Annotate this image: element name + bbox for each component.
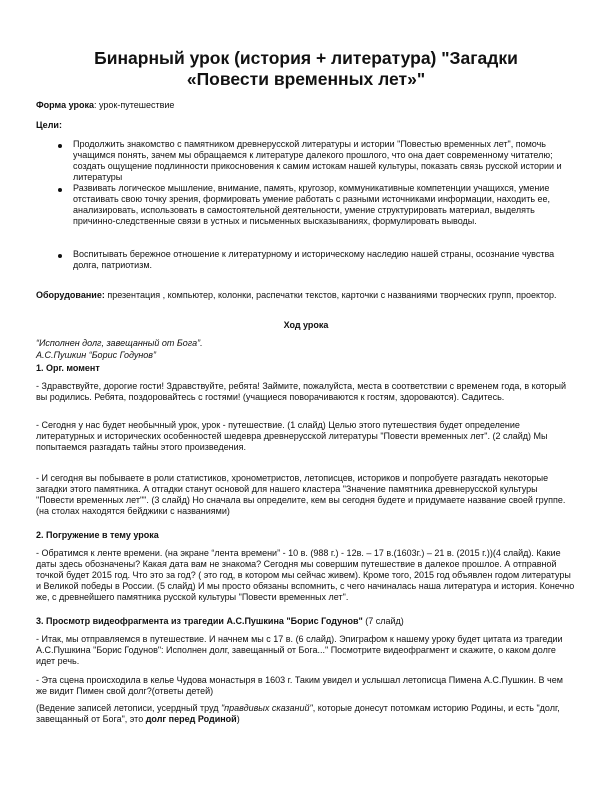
- goal-item-1: Продолжить знакомство с памятником древнерусской литературы и истории "Повестью временных лет", помочь учащимся понять, зачем мы обращаемся к литературе далекого прошлого, что она дает современному читателю; создать ощущение подлинности прикосновения к самим истокам нашей культуры, показать связь русской истории и литературы: [73, 139, 562, 182]
- lesson-form: [36, 100, 576, 111]
- section-3-paragraph-2: - Эта сцена происходила в келье Чудова монастыря в 1603 г. Таким увидел и услышал летописца Пимена А.С.Пушкин. В чем же видит Пимен свой долг?(ответы детей): [36, 675, 563, 696]
- section-1-paragraph-2: - Сегодня у нас будет необычный урок, урок - путешествие. (1 слайд) Целью этого путешествия будет определение литературных и исторических особенностей шедевра древнерусской литературы "Повести временных лет". (2 слайд) Мы попытаемся разгадать тайны этого произведения.: [36, 420, 548, 452]
- bullet-icon: [58, 254, 62, 258]
- title-line-1: Бинарный урок (история + литература) "Загадки: [94, 48, 518, 68]
- section-3-heading-suffix: (7 слайд): [362, 616, 404, 626]
- page-title: [40, 48, 572, 90]
- title-line-2: «Повести временных лет»": [186, 69, 426, 89]
- equipment: [36, 290, 576, 301]
- equipment-label: Оборудование:: [36, 290, 105, 300]
- goal-item-3: Воспитывать бережное отношение к литературному и историческому наследию нашей страны, осознание чувства долга, патриотизм.: [73, 249, 555, 270]
- section-2-paragraph-1: - Обратимся к ленте времени. (на экране “лента времени” - 10 в. (988 г.) - 12в. – 17 в.(1603г.) – 21 в. (2015 г.))(4 слайд). Какие даты здесь обозначены? Какая дата вам не знакома? Сегодня мы совершим путешествие в далекое прошлое. А отправной точкой будет 2015 год. Что это за год? ( это год, в котором мы сейчас живем). Кроме того, 2015 год объявлен годом литературы и Великой победы в России. (5 слайд) И мы просто обязаны вспомнить, с чего начиналась наша литература и история. Конечно же, с древнейшего памятника русской культуры "Повести временных лет".: [36, 548, 575, 602]
- equipment-text: презентация , компьютер, колонки, распечатки текстов, карточки с названиями творческих групп, проектор.: [104, 290, 557, 300]
- goal-item-2: Развивать логическое мышление, внимание, память, кругозор, коммуникативные компетенции учащихся, умение отстаивать свою точку зрения, формировать умение работать с разными источниками информации, находить ее, анализировать, использовать в самостоятельной деятельности, умение структурировать материал, выделять причинно-следственные связи в устных и письменных высказываниях, формулировать выводы.: [73, 183, 551, 226]
- section-3-paragraph-1: - Итак, мы отправляемся в путешествие. И начнем мы с 17 в. (6 слайд). Эпиграфом к нашему уроку будет цитата из трагедии А.С.Пушкина "Борис Годунов": Исполнен долг, завещанный от Бога..." Посмотрите видеофрагмент и скажите, о каком долге идет речь.: [36, 634, 563, 666]
- course-heading: Ход урока: [283, 320, 329, 330]
- p3-pre: (Ведение записей летописи, усердный труд: [36, 703, 221, 713]
- bullet-icon: [58, 144, 62, 148]
- epigraph-quote: “Исполнен долг, завещанный от Бога”.: [36, 338, 203, 348]
- section-1-paragraph-3: - И сегодня вы побываете в роли статистиков, хронометристов, летописцев, историков и попробуете разгадать некоторые загадки этого памятника. А отгадки станут основой для нашего кластера "Значение памятника древнерусской культуры "Повести временных лет"". (3 слайд) Но сначала вы определите, кем вы сегодня будете и придумаете название своей группе. (на столах находятся бейджики с названиями): [36, 473, 566, 516]
- section-3-heading: [36, 616, 576, 627]
- p3-bold: долг перед Родиной: [145, 714, 237, 724]
- section-3-paragraph-3: [36, 703, 576, 725]
- section-2-heading: 2. Погружение в тему урока: [36, 530, 159, 540]
- bullet-icon: [58, 188, 62, 192]
- lesson-form-label: Форма урока: [36, 100, 94, 110]
- p3-emphasis: "правдивых сказаний": [220, 703, 313, 713]
- section-1-paragraph-1: - Здравствуйте, дорогие гости! Здравствуйте, ребята! Займите, пожалуйста, места в соответствии с временем года, в который вы родились. Ребята, поздоровайтесь с гостями! (учащиеся поворачиваются к гостям, здороваются). Садитесь.: [36, 381, 567, 402]
- section-3-heading-title: 3. Просмотр видеофрагмента из трагедии А.С.Пушкина "Борис Годунов": [36, 616, 363, 626]
- lesson-form-value: : урок-путешествие: [94, 100, 175, 110]
- p3-post: ): [236, 714, 240, 724]
- section-1-heading: 1. Орг. момент: [36, 363, 100, 373]
- p3-mid: , которые донесут потомкам историю Родины, и есть "долг, завещанный от Бога", это: [36, 703, 560, 724]
- goals-heading: Цели:: [36, 120, 62, 130]
- epigraph-author: А.С.Пушкин “Борис Годунов”: [36, 350, 156, 360]
